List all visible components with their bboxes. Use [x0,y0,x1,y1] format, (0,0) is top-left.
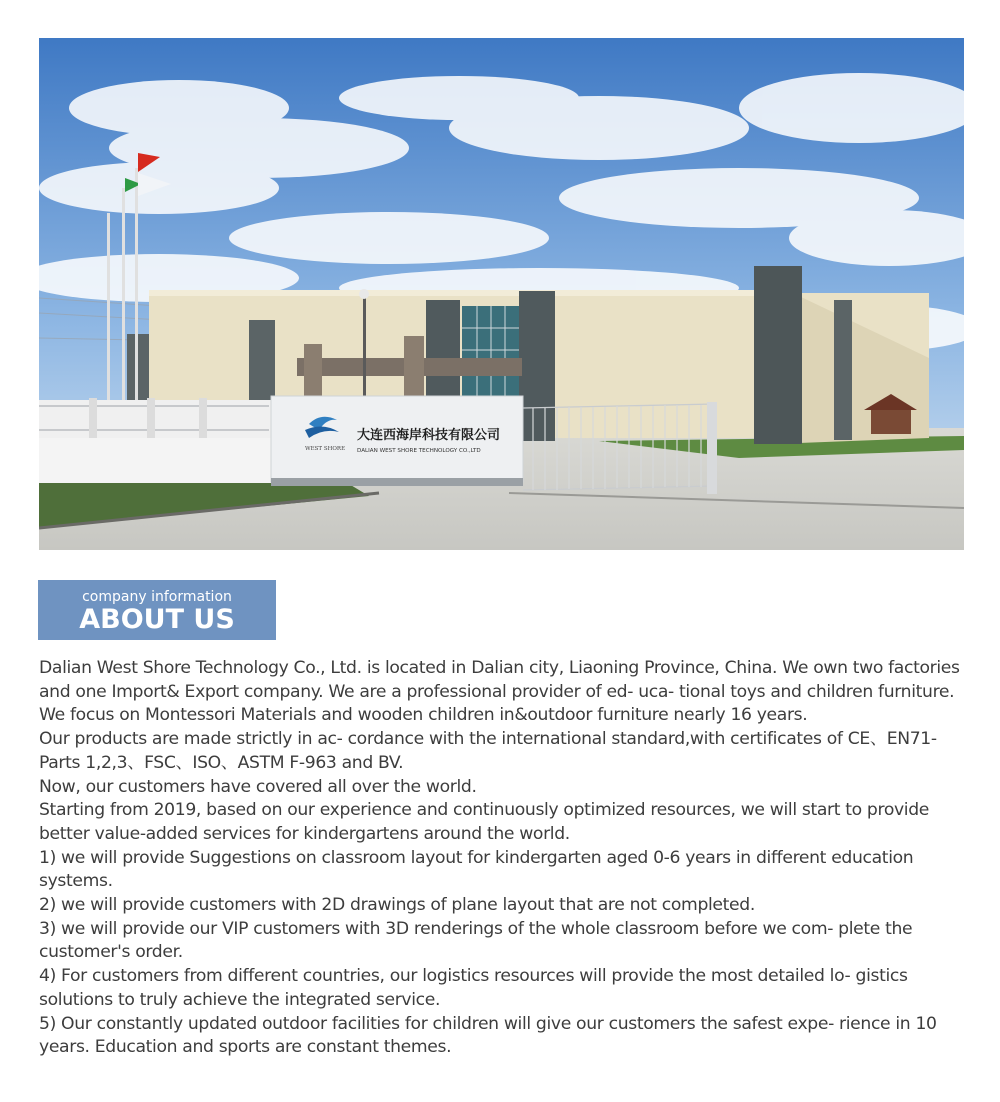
sign-logo-text: WEST SHORE [305,446,346,452]
about-list-item: 1) we will provide Suggestions on classroom layout for kindergarten aged 0-6 years in different education systems. [39,847,914,892]
about-paragraph: Starting from 2019, based on our experience and continuously optimized resources, we will start to provide better value-added services for kindergartens around the world. [39,800,930,844]
about-list-item: 5) Our constantly updated outdoor facilities for children will give our customers the safest expe- rience in 10 years. Education and sports are constant themes. [39,1013,937,1058]
sign-english-name: DALIAN WEST SHORE TECHNOLOGY CO.,LTD [357,448,481,454]
about-paragraph: We focus on Montessori Materials and wooden children in&outdoor furniture nearly 16 years. [39,705,808,726]
about-paragraph: Dalian West Shore Technology Co., Ltd. is located in Dalian city, Liaoning Province, China. We own two factories and one Import& Export company. We are a professional provider of ed- uca- tional toys and children furniture. [39,658,960,702]
about-paragraph: Our products are made strictly in ac- cordance with the international standard,with certificates of CE、EN71-Parts 1,2,3、FSC、ISO、ASTM F-963 and BV. [39,729,937,773]
about-us-text [39,657,969,1060]
about-list-item: 4) For customers from different countries, our logistics resources will provide the most detailed lo- gistics solutions to truly achieve the integrated service. [39,966,908,1010]
sign-chinese-name: 大连西海岸科技有限公司 [357,428,501,443]
about-list-item: 2) we will provide customers with 2D drawings of plane layout that are not completed. [39,895,755,916]
badge-title: ABOUT US [79,604,235,635]
factory-photo [39,38,964,550]
about-list-item: 3) we will provide our VIP customers with 3D renderings of the whole classroom before we com- plete the customer's order. [39,918,913,963]
about-paragraph: Now, our customers have covered all over the world. [39,776,477,797]
about-us-badge [38,580,276,640]
badge-subtitle: company information [82,589,232,605]
